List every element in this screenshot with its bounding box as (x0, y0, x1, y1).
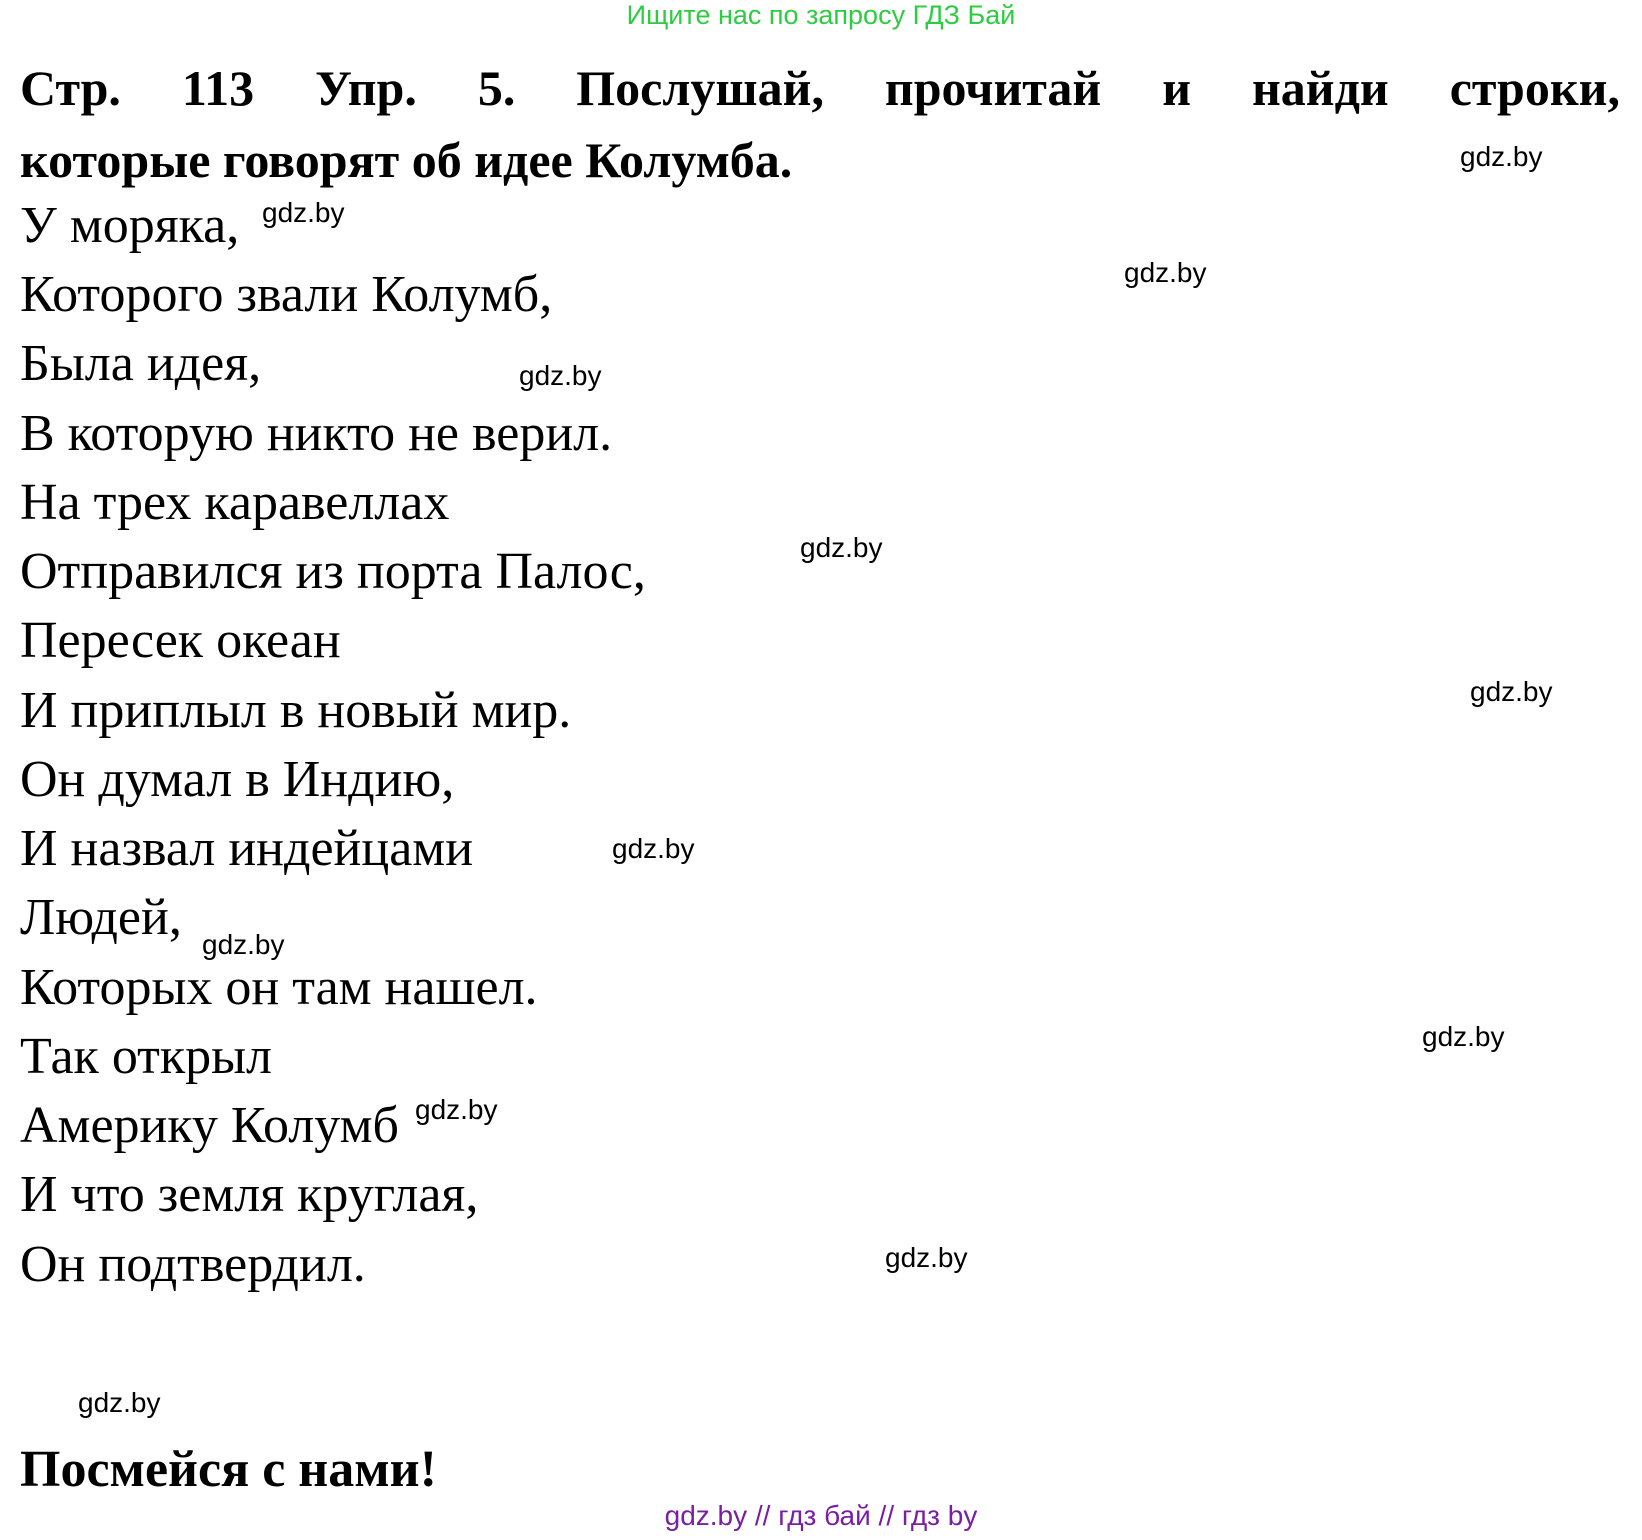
watermark: gdz.by (262, 197, 345, 228)
poem-line: Америку Колумб (20, 1097, 399, 1154)
poem-line: У моряка, (20, 197, 240, 254)
poem-line: Он думал в Индию, (20, 751, 455, 808)
footer-links: gdz.by // гдз бай // гдз by (664, 1500, 978, 1531)
poem-line: В которую никто не верил. (20, 405, 613, 462)
exercise-heading (20, 52, 1620, 196)
poem-line: Которых он там нашел. (20, 959, 538, 1016)
watermark: gdz.by (612, 833, 695, 864)
watermark: gdz.by (1422, 1021, 1505, 1052)
watermark: gdz.by (1124, 257, 1207, 288)
watermark: gdz.by (519, 360, 602, 391)
watermark: gdz.by (885, 1242, 968, 1273)
poem-line: Людей, (20, 889, 182, 946)
poem-line: Была идея, (20, 335, 262, 392)
watermark: gdz.by (800, 532, 883, 563)
heading-line-1: Стр. 113 Упр. 5. Послушай, прочитай и найди строки, (20, 60, 1620, 116)
top-banner: Ищите нас по запросу ГДЗ Бай (626, 0, 1016, 30)
watermark: gdz.by (202, 929, 285, 960)
watermark: gdz.by (415, 1094, 498, 1125)
poem-line: И что земля круглая, (20, 1166, 479, 1223)
watermark: gdz.by (1460, 141, 1543, 172)
poem-line: Которого звали Колумб, (20, 266, 553, 323)
poem-line: Так открыл (20, 1028, 273, 1085)
closing-heading: Посмейся с нами! (20, 1441, 437, 1498)
poem-line: И приплыл в новый мир. (20, 682, 572, 739)
poem-line: На трех каравеллах (20, 474, 450, 531)
poem-line: Отправился из порта Палос, (20, 543, 646, 600)
poem-line: Пересек океан (20, 612, 341, 669)
watermark: gdz.by (1470, 676, 1553, 707)
heading-line-2: которые говорят об идее Колумба. (20, 132, 793, 188)
watermark: gdz.by (78, 1387, 161, 1418)
poem-line: И назвал индейцами (20, 820, 474, 877)
poem-line: Он подтвердил. (20, 1236, 366, 1293)
